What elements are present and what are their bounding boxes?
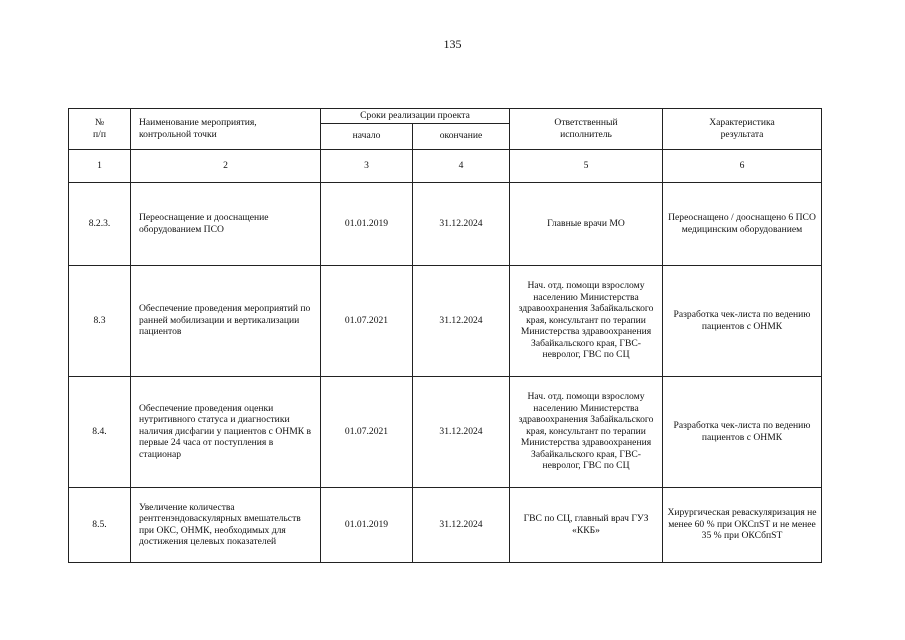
row-name: Переоснащение и дооснащение оборудованием ПСО bbox=[131, 182, 321, 265]
header-responsible: Ответственный исполнитель bbox=[510, 109, 663, 150]
table-row bbox=[69, 376, 822, 487]
row-name: Обеспечение проведения оценки нутритивного статуса и диагностики наличия дисфагии у пациентов с ОНМК в первые 24 часа от поступления в стационар bbox=[131, 376, 321, 487]
row-end: 31.12.2024 bbox=[413, 265, 510, 376]
page-number: 135 bbox=[443, 37, 462, 51]
row-start: 01.01.2019 bbox=[321, 487, 413, 562]
table-row bbox=[69, 487, 822, 562]
column-number: 5 bbox=[510, 149, 663, 182]
row-start: 01.01.2019 bbox=[321, 182, 413, 265]
header-result: Характеристика результата bbox=[663, 109, 822, 150]
row-end: 31.12.2024 bbox=[413, 487, 510, 562]
row-name: Обеспечение проведения мероприятий по ранней мобилизации и вертикализации пациентов bbox=[131, 265, 321, 376]
row-responsible: Главные врачи МО bbox=[510, 182, 663, 265]
project-plan-table bbox=[68, 108, 822, 563]
row-start: 01.07.2021 bbox=[321, 265, 413, 376]
header-end: окончание bbox=[413, 123, 510, 149]
row-num: 8.3 bbox=[69, 265, 131, 376]
row-result: Разработка чек-листа по ведению пациентов с ОНМК bbox=[663, 265, 822, 376]
row-responsible: ГВС по СЦ, главный врач ГУЗ «ККБ» bbox=[510, 487, 663, 562]
row-num: 8.4. bbox=[69, 376, 131, 487]
row-start: 01.07.2021 bbox=[321, 376, 413, 487]
header-start: начало bbox=[321, 123, 413, 149]
row-end: 31.12.2024 bbox=[413, 376, 510, 487]
row-num: 8.2.3. bbox=[69, 182, 131, 265]
table-row bbox=[69, 182, 822, 265]
column-number: 3 bbox=[321, 149, 413, 182]
table-row bbox=[69, 265, 822, 376]
header-name: Наименование мероприятия, контрольной точки bbox=[131, 109, 321, 150]
row-result: Хирургическая реваскуляризация не менее 60 % при ОКСпST и не менее 35 % при ОКСбпST bbox=[663, 487, 822, 562]
column-number-row bbox=[69, 149, 822, 182]
row-responsible: Нач. отд. помощи взрослому населению Министерства здравоохранения Забайкальского края, консультант по терапии Министерства здравоохранения Забайкальского края, ГВС-невролог, ГВС по СЦ bbox=[510, 265, 663, 376]
column-number: 6 bbox=[663, 149, 822, 182]
header-period: Сроки реализации проекта bbox=[321, 109, 510, 124]
row-result: Переоснащено / дооснащено 6 ПСО медицинским оборудованием bbox=[663, 182, 822, 265]
row-responsible: Нач. отд. помощи взрослому населению Министерства здравоохранения Забайкальского края, консультант по терапии Министерства здравоохранения Забайкальского края, ГВС-невролог, ГВС по СЦ bbox=[510, 376, 663, 487]
table-header-row bbox=[69, 109, 822, 124]
column-number: 1 bbox=[69, 149, 131, 182]
row-end: 31.12.2024 bbox=[413, 182, 510, 265]
header-num: № п/п bbox=[69, 109, 131, 150]
column-number: 2 bbox=[131, 149, 321, 182]
row-num: 8.5. bbox=[69, 487, 131, 562]
column-number: 4 bbox=[413, 149, 510, 182]
row-result: Разработка чек-листа по ведению пациентов с ОНМК bbox=[663, 376, 822, 487]
row-name: Увеличение количества рентгенэндоваскулярных вмешательств при ОКС, ОНМК, необходимых для достижения целевых показателей bbox=[131, 487, 321, 562]
